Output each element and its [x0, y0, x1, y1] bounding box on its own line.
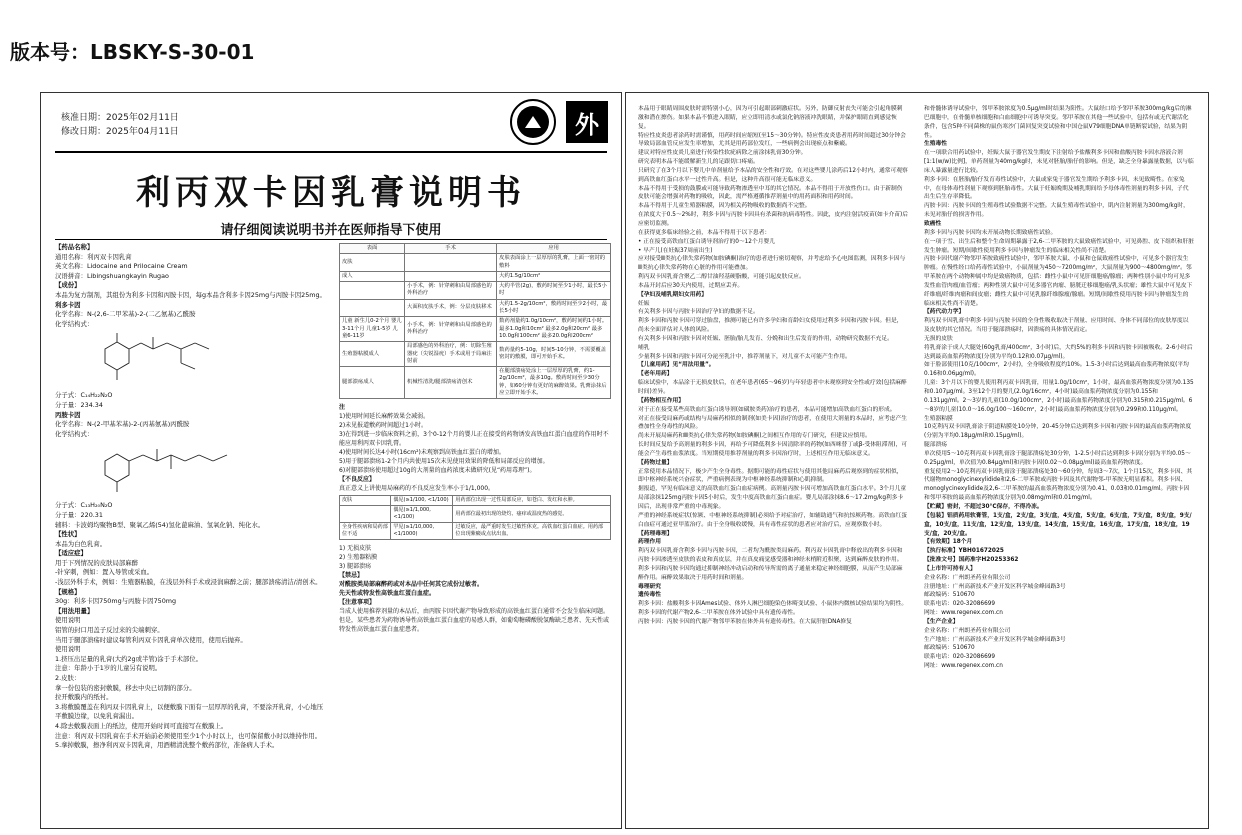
paragraph: 本品不得用于受损的鼓膜或可能导致药物渗透至中耳的其它情况。本品不得用于开放性伤口。由于新制伤皮肤可能会增强对药物的吸收，因此，需严格遵循推荐剂量中的用药面积和用药时间。	[638, 185, 903, 201]
version-label: 版本号：LBSKY-S-30-01	[10, 40, 255, 64]
paragraph: 拿一份包装的密封敷膜，移去中央已切割的部分。	[55, 683, 196, 692]
paragraph: 邮政编码：510670	[924, 592, 975, 599]
paragraph: 本品为白色乳膏。	[55, 539, 107, 548]
paragraph: 单次使用5～10克利丙双卡因乳膏涂于腿部溃疡处30分钟，1-2.5小时后达到利多卡因(分别为平均0.05～0.25μg/ml，单次值为0.84μg/ml)和丙胺卡因(0.02～0.08μg/ml)最高血浆药物浓度。	[924, 450, 1191, 466]
section-heading: 【儿童用药】见“用法用量”。	[638, 362, 715, 369]
section-heading: 【药品名称】	[55, 243, 94, 251]
paragraph: 分子量：234.34	[55, 400, 103, 409]
paragraph: 辅料：卡波姆均聚物B型、聚氧乙烯(54)氢化蓖麻油、氢氧化钠、纯化水。	[55, 520, 265, 529]
text-group	[55, 391, 327, 439]
paragraph: 利丙双卡因乳膏中利多卡因与丙胺卡因的全身性吸收取决于剂量、应用时间、身体不同部位的皮肤厚度以及皮肤的其它情况。当用于腿部溃疡时，因溃疡的具体情况而定。	[924, 318, 1189, 334]
section-heading: 【孕妇及哺乳期妇女用药】	[638, 291, 707, 298]
section-heading: 【老年用药】	[638, 371, 673, 378]
paragraph: 用于下列情况的皮肤局部麻醉	[55, 558, 139, 567]
paragraph: 分子量：220.31	[55, 510, 103, 519]
table-header-cell: 表面	[340, 244, 405, 254]
otc-external-badge: 外	[566, 101, 608, 143]
text-group	[55, 243, 327, 329]
paragraph: 3.将敷膜覆盖在利丙双卡因乳膏上，以便敷膜下面有一层厚厚的乳膏，不要涂开乳膏，小心地压平敷膜边缘，以免乳膏漏出。	[55, 702, 324, 721]
paragraph: 丙胺卡因代谢产物邻甲苯胺致癌性试验中，邻甲苯胺大鼠、小鼠和仓鼠致癌性试验中，可见多个器官发生肿瘤。在慢性经口给药毒性试验中，小鼠剂量为450～7200mg/m²，大鼠剂量为900～4800mg/m²。邻甲苯胺在两个动物种属中均是致癌物质，包括：雌性小鼠中可见肝细胞癌/腺瘤；两种性别小鼠中均可见多发性血管肉瘤/血管瘤；两种性别大鼠中可见多器官肉瘤、膀胱迁移细胞癌/乳头状瘤；雄性大鼠中可见皮下纤维瘤/纤维肉瘤和间皮瘤；雌性大鼠中可见乳腺纤维腺瘤/腺瘤。短期/间歇性使用丙胺卡因与肿瘤发生的临床相关性尚不清楚。	[924, 256, 1193, 307]
paragraph: 本品用于眼睛周围皮肤时需特别小心，因为可引起眼部刺激症状。另外，防御反射丧失可能会引起角膜刺激和潜在擦伤。如果本品不慎进入眼睛，应立即用清水或氯化钠溶液冲洗眼睛，并保护眼睛直到感觉恢复。	[638, 106, 903, 130]
paragraph: 10克利丙双卡因乳膏涂于阴道粘膜处10分钟，20-45分钟后达到利多卡因和丙胺卡因的最高血浆药物浓度(分别为平均0.18μg/ml和0.15μg/ml)。	[924, 424, 1192, 440]
revision-date: 修改日期：2025年04月11日	[61, 127, 179, 137]
paragraph: 当用于腿部溃疡时建议每管利丙双卡因乳膏单次使用，使用后抛弃。	[55, 635, 247, 644]
paragraph: 2) 生殖器粘膜	[339, 554, 378, 562]
table-cell: 皮肤	[340, 254, 405, 272]
table-row	[340, 496, 611, 506]
table-header-cell: 手术	[405, 244, 497, 254]
section-heading: 对酰胺类局部麻醉药或对本品中任何其它成份过敏者。	[339, 581, 484, 589]
paragraph: 有关利多卡因和丙胺卡因对妊娠、胚胎/胎儿发育、分娩和出生后发育的作用，动物研究数据不充足。	[638, 335, 893, 342]
paragraph: 通用名称：利丙双卡因乳膏	[55, 252, 132, 261]
paragraph: 建议对特应性皮炎儿童进行传染性软疣病除之前涂抹乳膏30分钟。	[638, 150, 807, 157]
section-heading: 【药理毒理】	[638, 530, 673, 537]
paragraph: 联系电话：020-32086699	[924, 654, 996, 661]
table-cell: 儿童 新生儿0-2个月 婴儿3-11个月 儿童1-5岁 儿童6-11岁	[340, 317, 405, 342]
table-cell: 大约半管(2g)，敷药时间至少1小时，最长5小时	[497, 282, 611, 300]
paragraph: 化学结构式：	[55, 429, 94, 438]
table-cell: 大约1.5g/10cm²	[497, 271, 611, 281]
left-column-a	[55, 243, 327, 751]
paragraph: 本品开封后应30天内使用，过期应丢弃。	[638, 282, 744, 289]
paragraph: -浅层外科手术，例如：生殖器粘膜，在浅层外科手术或浸润麻醉之前；腿部溃疡清洁/清创术。	[55, 578, 322, 587]
paragraph: 真正意义上讲使用局麻药的不良反应发生率小于1/1,000。	[339, 485, 495, 493]
section-heading: 【贮藏】密封，不超过30°C保存，不得冷冻。	[924, 503, 1043, 510]
section-heading: 丙胺卡因	[55, 410, 81, 419]
paragraph: 利多卡因与丙胺卡因均未开展动物长期致癌性试验。	[924, 229, 1057, 236]
section-heading: 【禁忌】	[339, 572, 364, 580]
section-heading: 【成份】	[55, 281, 81, 290]
paragraph: 利多卡因和丙胺卡因可穿过胎盘，推测可能已有许多孕妇和育龄妇女使用过利多卡因和丙胺卡因。但是，尚未全面评估对人体的风险。	[638, 318, 903, 334]
paragraph: 利多卡因：盐酸利多卡因Ames试验、体外人淋巴细胞染色体畸变试验、小鼠体内微核试验结果均为阴性。利多卡因的代谢产物2,6-二甲苯胺在体外试验中具有遗传毒性。	[638, 601, 908, 617]
paragraph: 2)未见报道敷药时间超过1小时。	[339, 422, 427, 430]
paragraph: • 早产儿(在妊娠37周前出生)	[638, 247, 713, 254]
company-logo-icon	[510, 99, 556, 145]
paragraph: 注意：年龄小于1岁的儿童另有说明。	[55, 664, 162, 673]
section-heading: 【性状】	[55, 530, 81, 539]
table-row	[340, 523, 611, 540]
dates-block	[61, 111, 179, 139]
table-cell: 大面积皮肤手术，例：分层皮肤移术	[405, 299, 497, 317]
table-row	[340, 282, 611, 300]
paragraph: 铝管的封口用盖子反过来的尖端刺穿。	[55, 626, 164, 635]
paragraph: 据报道，罕见有临床意义的高铁血红蛋白血症病例。高剂量丙胺卡因可增加高铁血红蛋白水平。3个月儿童局部涂抹125mg丙胺卡因5小时后，发生中度高铁血红蛋白血症。婴儿局部涂抹8.6～17.2mg/kg利多卡因后，出现非常严重的中毒现象。	[638, 486, 907, 510]
paragraph: 联系电话：020-32086699	[924, 601, 996, 608]
paragraph: 如于脸部使用(10克/100cm²，2小时)，全身吸收程度约10%。1.5-3小时后达到最高血浆药物浓度(平均0.16和0.06μg/ml)。	[924, 362, 1189, 378]
section-heading: 【注意事项】	[339, 599, 376, 607]
table-cell: 皮肤表面涂上一层厚厚的乳膏，上面一密封的敷料	[497, 254, 611, 272]
prilocaine-structure-diagram	[55, 441, 327, 497]
paragraph: 1) 无损皮肤	[339, 545, 372, 553]
paragraph: 利丙双卡因乳膏含利多卡因与丙胺卡因，二者均为酰胺类局麻药。利丙双卡因乳膏中释放出的利多卡因和丙胺卡因渗透至皮肤的表皮和真皮层，并在真皮痛觉感受器和神经末梢附近积聚，达到麻醉皮肤的作用。利多卡因和丙胺卡因均通过抑制神经冲动启动和传导所需的离子通量来稳定神经细胞膜，从而产生局部麻醉作用。麻醉效果取决于用药时间和剂量。	[638, 548, 903, 581]
table-cell	[405, 254, 497, 272]
table-cell: 成人	[340, 271, 405, 281]
paragraph: 1)使用时间延长麻醉效果会减弱。	[339, 413, 430, 421]
paragraph: 研究表明本品不能缓解新生儿的足跟切口疼痛。	[638, 159, 759, 166]
table-cell: 小手术，例：针穿刺和由局部感色的外科治疗	[405, 282, 497, 300]
paragraph: 企业名称：广州朗圣药业有限公司	[924, 627, 1011, 634]
paragraph: 在一项于雪、出生后和整个生命周期暴露于2,6-二甲苯胺的大鼠致癌性试验中，可见鼻腔、皮下组织和肝脏发生肿瘤。短期/间歇性使用利多卡因与肿瘤发生的临床相关性尚不清楚。	[924, 238, 1194, 254]
paragraph: 尚未开展局麻药和Ⅲ类抗心律失常药物(如胺碘酮)之间相互作用的专门研究，但建议应慎用。	[638, 433, 871, 440]
section-heading: 药理作用	[638, 539, 661, 546]
table-cell: 腿部溃疡成人	[340, 367, 405, 399]
section-heading: 【批准文号】国药准字H20253362	[924, 557, 1019, 564]
paragraph: 6)对腿部溃疡使用超过10g的大剂量的血药浓度未做研究(见“药用毒理”)。	[339, 467, 536, 475]
paragraph: -针穿刺，例如：置入导管或采血。	[55, 568, 154, 577]
table-row	[340, 254, 611, 272]
dosage-table	[339, 243, 611, 399]
paragraph: 长时间反复给予高剂量的利多卡因，再给予可降低利多卡因清除率的药物(如西咪替丁或β-受体阻滞剂)，可能会产生毒性血浆浓度。当短期使用推荐剂量的利多卡因治疗时，上述相互作用无临床意义。	[638, 442, 907, 457]
table-cell: 过敏反应，最严重时发生过敏性休克。高铁血红蛋白血症。用药部位出现紫癜或点状出血。	[453, 523, 611, 540]
lidocaine-structure-diagram	[55, 331, 327, 387]
paragraph: 腿部溃疡	[924, 442, 947, 449]
section-heading: 【用法用量】	[55, 606, 94, 615]
paragraph: 5)用于腿部溃疡1-2个月内共使用15次未见使用效果的降低和局部反应的增加。	[339, 458, 549, 466]
paragraph: 邮政编码：510670	[924, 645, 975, 652]
paragraph: 网址：www.regenex.com.cn	[924, 610, 1003, 617]
paragraph: 化学名称：N-(2,6-二甲苯基)-2-(二乙氨基)乙酰胺	[55, 310, 196, 319]
adverse-reaction-table	[339, 495, 611, 540]
paragraph: 丙胺卡因：丙胺卡因的代谢产物邻甲苯胺在体外具有遗传毒性。在大鼠肝脏DNA修复	[638, 618, 852, 625]
paragraph: 临床试验中，本品涂于无损皮肤后，在老年患者(65～96岁)与年轻患者中未观察到安全性或疗效(包括麻醉时间)差异。	[638, 380, 907, 395]
table-cell: 皮肤	[340, 496, 391, 506]
paragraph: 生殖器粘膜	[924, 415, 953, 422]
table-cell: 偶见(≥1/100, <1/100)	[391, 496, 453, 506]
table-cell: 全身性疾病和局药部位不适	[340, 523, 391, 540]
section-heading: 利多卡因	[55, 300, 81, 309]
section-heading: 【不良反应】	[339, 476, 376, 484]
approval-date: 核准日期：2025年02月11日	[61, 113, 179, 123]
section-heading: 【包装】铝质药用软膏管，1支/盒，2支/盒，3支/盒，4支/盒，5支/盒，6支/盒，7支/盒，8支/盒，9支/盒，10支/盒，11支/盒，12支/盒，13支/盒，14支/盒，15支/盒，16支/盒，17支/盒，18支/盒，19支/盒，20支/盒。	[924, 512, 1192, 537]
section-heading: 致癌性	[924, 220, 942, 227]
table-row	[340, 317, 611, 342]
paragraph: 化学名称：N-(2-甲基苯基)-2-(丙基氨基)丙酰胺	[55, 420, 190, 429]
table-cell: 数药剂量约1.0g/10cm²，敷药时间约1小时。最多1.0g和10cm² 最多2.0g和20cm² 最多10.0g和100cm² 最多20.0g和200cm²	[497, 317, 611, 342]
section-heading: 【生产企业】	[924, 618, 959, 625]
paragraph: 分子式：C₁₃H₂₀N₂O	[55, 501, 113, 510]
table-row	[340, 299, 611, 317]
section-heading: 【规格】	[55, 587, 81, 596]
leaflet-page-left	[40, 92, 622, 829]
paragraph: 无损的皮肤	[924, 335, 953, 342]
right-column-1	[638, 105, 908, 627]
section-heading: 【药物相互作用】	[638, 397, 684, 404]
leaflet-title: 利丙双卡因乳膏说明书	[136, 173, 526, 213]
paragraph: 哺乳	[638, 344, 650, 351]
table-row	[340, 506, 611, 523]
paragraph: 妊娠	[638, 300, 650, 307]
left-column-b	[339, 243, 611, 634]
paragraph: • 正在接受高铁血红蛋白诱导剂治疗的0～12个月婴儿	[638, 238, 775, 245]
paragraph: 在一项联合用药试验中，妊娠大鼠于器官发生期皮下注射给予盐酸利多卡因和盐酸丙胺卡因水溶液合剂[1:1(w/w)比例]，单药剂量为40mg/kg时，未见对胚胎/胎仔的影响。但是，缺乏全身暴露量数据，以与临床人暴露量进行比较。	[924, 150, 1194, 174]
paragraph: 利多卡因：在胚胎/胎仔发育毒性试验中，大鼠或家兔于器官发生期给予利多卡因，未见致畸性。在家兔中，在母体毒性剂量下观察到胚胎毒性。大鼠于妊娠晚期及哺乳期间给予母体毒性剂量的利多卡因，子代出生后生存率降低。	[924, 176, 1189, 201]
paragraph: 化学结构式：	[55, 319, 94, 328]
notes-list	[339, 403, 611, 493]
table-row	[340, 342, 611, 367]
table-cell: 小手术，例：针穿刺和由局部感色的外科治疗	[405, 317, 497, 342]
paragraph: 在获得更多临床经验之前，本品不得用于以下患者：	[638, 229, 771, 236]
paragraph: 正常使用本品情况下，极少产生全身毒性。据期可能的毒性症状与使用其他局麻药后观察到的症状相似，即中枢神经系统兴奋症状，严重病例表现为中枢神经系统抑制和心肌抑制。	[638, 468, 903, 484]
section-heading: 生殖毒性	[924, 141, 947, 148]
table-cell: 局部感色的外科治疗，例：切除生殖器疣（尖锐湿疣）手术或用于局麻注射前	[405, 342, 497, 367]
paragraph: 4.除去敷膜表面上的纸边，使用开始时间可直接写在敷膜上。	[55, 721, 228, 730]
section-heading: 【药物过量】	[638, 459, 673, 466]
paragraph: 2.皮肤：	[55, 674, 81, 682]
section-heading: 先天性或特发性高铁血红蛋白血症。	[339, 590, 436, 598]
table-cell	[340, 299, 405, 317]
table-cell: 大约1.5-2g/10cm²，敷药时间至少2小时，最长5小时	[497, 299, 611, 317]
leaflet-subtitle: 请仔细阅读说明书并在医师指导下使用	[220, 223, 442, 238]
section-heading: 【执行标准】YBH01672025	[924, 548, 1004, 555]
table-cell	[405, 271, 497, 281]
paragraph: 4)使用时间长达4小时(16cm²)未观察到高铁血红蛋白的增加。	[339, 449, 505, 457]
paragraph: 少量利多卡因和丙胺卡因可分泌至乳汁中，推荐剂量下，对儿童不太可能产生作用。	[638, 353, 851, 360]
paragraph: 本品为复方制剂，其组份为利多卡因和丙胺卡因，每g本品含利多卡因25mg与丙胺卡因25mg。	[55, 290, 326, 299]
paragraph: 3)在得到进一步临床资料之前，3个0-12个月的婴儿正在接受的药物诱发高铁血红蛋白血症的作用时不能应用利丙双卡因乳膏。	[339, 431, 609, 448]
paragraph: 在浓度大于0.5～2%时，利多卡因与丙胺卡因具有杀菌和抗病毒特性。因此，皮内注射活疫苗(如卡介苗)后应密切监测。	[638, 212, 909, 227]
section-heading: 毒理研究	[638, 583, 661, 590]
dosage-table-header	[340, 244, 611, 254]
paragraph: 企业名称：广州朗圣药业有限公司	[924, 574, 1011, 581]
table-cell: 生殖器粘膜成人	[340, 342, 405, 367]
paragraph: 对正在接受局麻药或结构与局麻药相似的制剂(如美卡因)治疗的患者，在使用大剂量的本品时，应考虑产生叠加性全身毒性的风险。	[638, 415, 907, 431]
paragraph: 分子式：C₁₄H₂₂N₂O	[55, 391, 113, 400]
paragraph: 英文名称：Lidocaine and Prilocaine Cream	[55, 262, 188, 271]
top-divider	[55, 151, 607, 153]
section-heading: 【有效期】18个月	[924, 539, 973, 546]
paragraph: 当成人使用推荐剂量的本品后，由丙胺卡因代谢产物导致形成的高铁血红蛋白通常不会发生临床问题。但是，某些患者为药物诱导性高铁血红蛋白血症的易感人群，如葡萄糖磷酸脱氢酶缺乏患者、先天性或特发性高铁血红蛋白血症患者。	[339, 608, 610, 634]
table-row	[340, 367, 611, 399]
table-header-cell: 应用	[497, 244, 611, 254]
paragraph: 将乳膏涂于成人大腿处(60g乳膏/400cm²，3小时)后，大约5%的利多卡因和丙胺卡因被吸收。2-6小时后达到最高血浆药物浓度(分别为平均0.12和0.07μg/ml)。	[924, 344, 1193, 360]
table-cell: 罕见(≥1/10,000, <1/1000)	[391, 523, 453, 540]
right-column-2	[924, 105, 1194, 671]
paragraph: 本品不得用于儿童生殖器粘膜，因为相关药物吸收的数据尚不完整。	[638, 203, 811, 210]
title-divider	[55, 239, 607, 240]
paragraph: 特应性皮炎患者涂药时需谨慎，用药时间应缩短(至15～30分钟)。特应性皮炎患者用药时间超过30分钟会导致局部血管反应发生率增加，尤其是用药部位发红，一些病例会出现瘀点和紫癜。	[638, 132, 906, 148]
table-cell	[340, 282, 405, 300]
section-heading: 【药代动力学】	[924, 309, 965, 316]
paragraph: 注册地址：广州高新技术产业开发区科学城金峰园路3号	[924, 583, 1066, 590]
paragraph: 5.拿掉敷膜，擦净利丙双卡因乳膏，用酒精清洗整个敷药部位，准备病人手术。	[55, 741, 279, 750]
text-group	[55, 501, 327, 750]
paragraph: 网址：www.regenex.com.cn	[924, 663, 1003, 670]
table-cell: 用药部位最初出现的烧灼、瘙痒或温度热的感觉。	[453, 506, 611, 523]
adr-table-body	[340, 496, 611, 540]
contraindication-list	[339, 544, 611, 634]
paragraph: 3) 腿部溃疡	[339, 563, 372, 571]
table-cell: 机械性清洗/腿部溃疡清创术	[405, 367, 497, 399]
leaflet-page-right	[625, 92, 1209, 829]
table-cell: 在腿部溃疡处涂上一层厚厚的乳膏，约1-2g/10cm²，最多10g。敷药时间至少30分钟，如60分钟有更好的麻醉效果。乳膏涂抹后应立即开始手术。	[497, 367, 611, 399]
paragraph: 汉语拼音：Libingshuangkayin Rugao	[55, 271, 169, 280]
paragraph: 有关利多卡因与丙胺卡因治疗孕妇的数据不足。	[638, 309, 759, 316]
paragraph: 儿童：3个月以下的婴儿使用利丙双卡因乳膏，用量1.0g/10cm²，1小时，最高血浆药物浓度分别为0.135和0.107μg/ml。3至12个月的婴儿(2.0g/16cm²，4小时)最高血浆药物浓度分别为0.155和0.131μg/ml。2～3岁的儿童(10.0g/100cm²，2小时)最高血浆药物浓度分别为0.315和0.215μg/ml。6～8岁的儿童(10.0～16.0g/100～160cm²，2小时)最高血浆药物浓度分别为0.299和0.110μg/ml。	[924, 380, 1194, 413]
paragraph: 注意：利丙双卡因乳膏在手术开始前必须使用至少1个小时以上，也可保留敷小时以维持作用。	[55, 731, 322, 740]
dosage-table-body	[340, 254, 611, 399]
paragraph: 只研究了在3个月以下婴儿中单剂量给予本品的安全性和疗效。在对这些婴儿涂药后12小时内，通常可观察到高铁血红蛋白水平一过性升高。但是，这种升高很可能无临床意义。	[638, 167, 908, 183]
section-heading: 注	[339, 404, 346, 412]
paragraph: 使用说明	[55, 616, 81, 625]
paragraph: 利丙双卡因乳膏含聚乙二醇甘油羟基硬脂酸，可能引起皮肤反应。	[638, 274, 805, 281]
paragraph: 1.挤压出足量的乳膏(大约2g或半管)涂于手术部位。	[55, 654, 203, 663]
paragraph: 和骨髓体诱导试验中，邻甲苯胺浓度为0.5μg/ml时结果为阳性。大鼠经口给予邻甲苯胺300mg/kg后的淋巴细胞中，在骨髓单核细胞和白血细胞中可诱导突变。邻甲苯胺在其他一些试验中，包括有或无代谢活化条件，包含5种不同菌株的鼠伤寒沙门菌回复突变试验和中国仓鼠V79细胞DNA单链断裂试验，结果为阴性。	[924, 106, 1192, 139]
paragraph: 生产地址：广州高新技术产业开发区科学城金峰园路3号	[924, 636, 1066, 643]
paragraph: 使用说明	[55, 645, 81, 654]
paragraph: 应对接受Ⅲ类抗心律失常药物(如胺碘酮)治疗的患者进行密切观察，并考虑给予心电图监测，因利多卡因与Ⅲ类抗心律失常药物在心脏的作用可能叠加。	[638, 256, 906, 272]
section-heading: 【上市许可持有人】	[924, 565, 976, 572]
paragraph: 重复使用2～10克利丙双卡因乳膏涂于腿部溃疡处30～60分钟，每周3～7次，1个月15次，利多卡因、其代谢物monoglycinexylidide和2,6-二甲苯胺或丙胺卡因及其代谢物邻-甲苯胺无明显蓄积。利多卡因、monoglycinexylidide及2,6-二甲苯胺的最高血浆药物浓度分别为0.41、0.03和0.01mg/ml。丙胺卡因和邻甲苯胺的最高血浆药物浓度分别为0.08mg/ml和0.01mg/ml。	[924, 468, 1193, 502]
paragraph: 对于正在接受某些高铁血红蛋白诱导剂(如磺胺类药)治疗的患者，本品可能增加高铁血红蛋白的形成。	[638, 406, 896, 413]
paragraph: 拉开敷膜内的纸衬。	[55, 693, 113, 702]
section-heading: 遗传毒性	[638, 592, 661, 599]
table-cell: 偶见(≥1/1,000, <1/100)	[391, 506, 453, 523]
table-cell: 数药量约5-10g，时间5-10分钟，不需要覆盖密封的敷膜，即可开始手术。	[497, 342, 611, 367]
paragraph: 严重的神经系统症状(惊厥、中枢神经系统抑制)必须给予对症治疗，如辅助通气和抗惊厥药物。高铁血红蛋白血症可通过亚甲蓝治疗。由于全身吸收缓慢，具有毒性症状的患者应对治疗后，应观察数小时。	[638, 512, 907, 528]
table-cell: 用药部位出现一过性局部反应，如苍白、发红和水肿。	[453, 496, 611, 506]
table-row	[340, 271, 611, 281]
table-cell	[340, 506, 391, 523]
paragraph: 丙胺卡因：丙胺卡因的生殖毒性试验数据不完整。大鼠生殖毒性试验中，肌内注射剂量为300mg/kg时，未见对胎仔的损害作用。	[924, 203, 1189, 219]
paragraph: 30g：利多卡因750mg与丙胺卡因750mg	[55, 597, 177, 606]
section-heading: 【适应症】	[55, 549, 87, 558]
